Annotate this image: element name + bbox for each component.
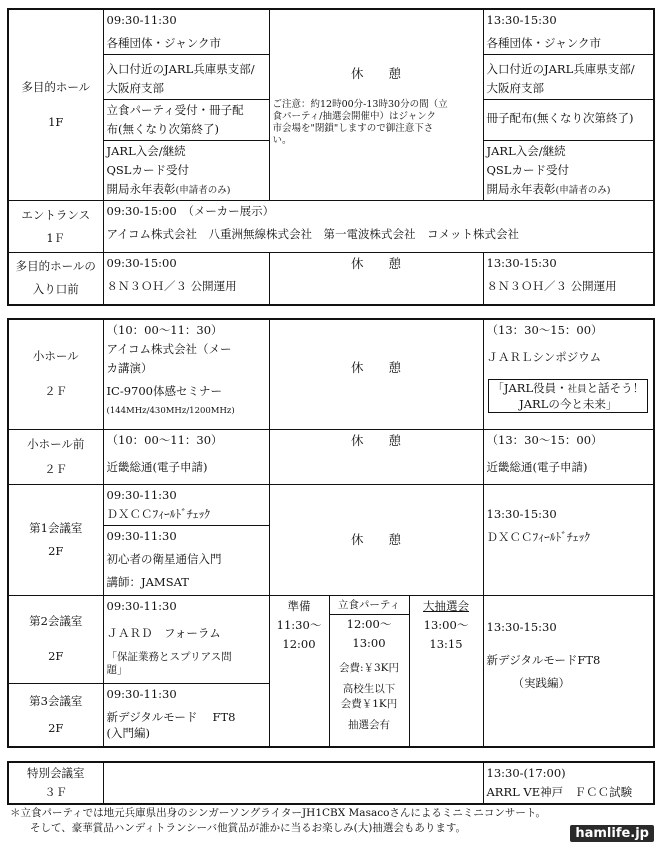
multipurpose-hall-label: 多目的ホール 1F: [8, 9, 103, 201]
room2-label: 第2会議室 2F: [8, 595, 103, 683]
cell: 09:30-15:00 （メーカー展示） アイコム株式会社 八重洲無線株式会社 第一電波株式会社 コメット株式会社: [103, 201, 654, 253]
party-cell: 立食パーティ 12:00～ 13:00 会費:￥3K円 高校生以下 会費￥1K円 抽選会有: [329, 595, 409, 747]
cell: 入口付近のJARL兵庫県支部/ 大阪府支部: [103, 55, 269, 100]
rest-cell: 休 憩: [269, 429, 483, 484]
cell: 13:30-15:30 ８Ｎ３ＯＨ／３ 公開運用: [483, 253, 654, 305]
rest-cell: 休 憩: [269, 319, 483, 429]
cell: 09:30-11:30 ＪＡＲＤ フォーラム 「保証業務とスプリアス問 題」: [103, 595, 269, 683]
schedule-table-2f: [7, 318, 655, 748]
footnote: [10, 806, 650, 836]
cell: 09:30-11:30 新デジタルモード FT8 (入門編): [103, 683, 269, 747]
footnote-line-2: そして、豪華賞品ハンディトランシーバ他賞品が誰かに当るお楽しみ(大)抽選会もあります。: [30, 822, 467, 834]
footnote-line-1: ＊立食パーティでは地元兵庫県出身のシンガーソングライターJH1CBX Masacoさんによるミニミニコンサート。: [10, 807, 546, 819]
small-hall-front-label: 小ホール前 ２Ｆ: [8, 429, 103, 484]
cell: 09:30-11:30 各種団体・ジャンク市: [103, 9, 269, 55]
cell: [103, 762, 483, 804]
room3-label: 第3会議室 2F: [8, 683, 103, 747]
cell: JARL入会/継続 QSLカード受付 開局永年表彰(申請者のみ): [103, 141, 269, 201]
cell: 冊子配布(無くなり次第終了): [483, 100, 654, 141]
rest-cell: 休 憩: [269, 484, 483, 595]
cell: （10：00～11：30） 近畿総通(電子申請): [103, 429, 269, 484]
cell: 09:30-11:30 初心者の衛星通信入門 講師：JAMSAT: [103, 525, 269, 595]
cell: 09:30-15:00 ８Ｎ３ＯＨ／３ 公開運用: [103, 253, 269, 305]
rest-cell: 休 憩: [269, 253, 483, 305]
rest-cell: 休 憩 ご注意：約12時00分-13時30分の間（立 食パーティ/抽選会開催中）はジャンク 市会場を"閉鎖"しますので御注意下さ い。: [269, 9, 483, 201]
small-hall-label: 小ホール ２Ｆ: [8, 319, 103, 429]
cell: 13:30-(17:00) ARRL VE神戸 ＦＣＣ試験: [483, 762, 654, 804]
schedule-table-3f: [7, 761, 655, 805]
special-room-label: 特別会議室 ３Ｆ: [8, 762, 103, 804]
cell: 13:30-15:30 ＤＸＣＣﾌｨｰﾙﾄﾞﾁｪｯｸ: [483, 484, 654, 595]
cell: 立食パーティ受付・冊子配 布(無くなり次第終了): [103, 100, 269, 141]
hamlife-logo: hamlife.jp: [570, 825, 654, 842]
cell: （13：30～15：00） 近畿総通(電子申請): [483, 429, 654, 484]
cell: JARL入会/継続 QSLカード受付 開局永年表彰(申請者のみ): [483, 141, 654, 201]
cell: （10：00～11：30） アイコム株式会社（メー カ講演） IC-9700体感セミナー (144MHz/430MHz/1200MHz): [103, 319, 269, 429]
hall-entrance-label: 多目的ホールの 入り口前: [8, 253, 103, 305]
cell: 入口付近のJARL兵庫県支部/ 大阪府支部: [483, 55, 654, 100]
cell: 13:30-15:30 新デジタルモードFT8 （実践編）: [483, 595, 654, 747]
lottery-cell: 大抽選会 13:00～ 13:15: [409, 595, 483, 747]
symposium-box: 「JARL役員・社員と話そう！ JARLの今と未来」: [488, 379, 648, 413]
prep-cell: 準備 11:30～ 12:00: [269, 595, 329, 747]
cell: 09:30-11:30 ＤＸＣＣﾌｨｰﾙﾄﾞﾁｪｯｸ: [103, 484, 269, 525]
entrance-label: エントランス 1Ｆ: [8, 201, 103, 253]
cell: （13：30～15：00） ＪＡＲＬシンポジウム 「JARL役員・社員と話そう！ JARLの今と未来」: [483, 319, 654, 429]
cell: 13:30-15:30 各種団体・ジャンク市: [483, 9, 654, 55]
schedule-table-1f: [7, 8, 655, 306]
room1-label: 第1会議室 2F: [8, 484, 103, 595]
